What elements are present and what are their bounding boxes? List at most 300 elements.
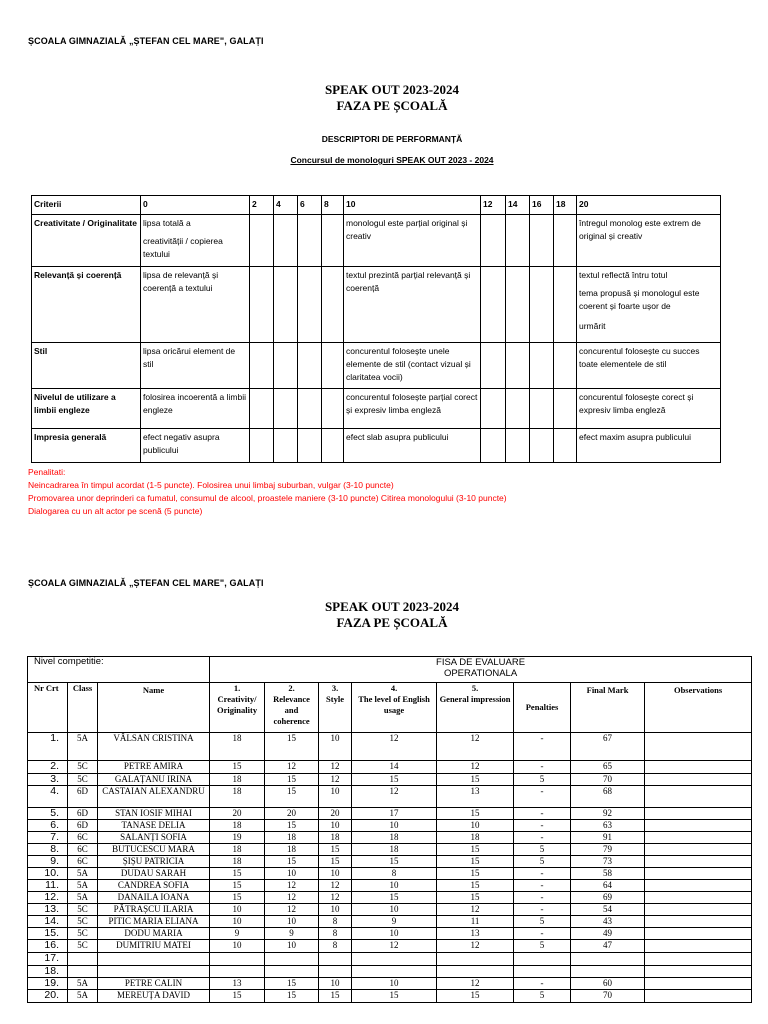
row-class (68, 966, 98, 978)
row-observations (645, 733, 752, 761)
row-relevance: 15 (265, 820, 319, 832)
row-number: 12. (28, 892, 68, 904)
row-english: 8 (352, 868, 437, 880)
row-creativity (210, 966, 265, 978)
row-penalties: 5 (514, 774, 571, 786)
row-impression: 12 (437, 904, 514, 916)
descriptor-row (32, 343, 721, 389)
row-creativity: 15 (210, 761, 265, 774)
row-observations (645, 904, 752, 916)
contest-title-text: Concursul de monologuri SPEAK OUT 2023 - 2024 (290, 155, 494, 165)
row-english: 10 (352, 880, 437, 892)
row-name: ȘIȘU PATRICIA (98, 856, 210, 868)
page-title (0, 82, 768, 114)
table-row (28, 868, 752, 880)
row-class: 6D (68, 820, 98, 832)
penalties-label: Penalitati: (28, 467, 66, 477)
row-class (68, 953, 98, 966)
row-creativity: 15 (210, 868, 265, 880)
row-name: PITIC MARIA ELIANA (98, 916, 210, 928)
row-observations (645, 856, 752, 868)
row-observations (645, 966, 752, 978)
header-score-18: 18 (554, 196, 577, 215)
row-impression (437, 953, 514, 966)
row-relevance: 20 (265, 808, 319, 820)
row-creativity: 18 (210, 733, 265, 761)
col-final-mark: Final Mark (571, 683, 645, 733)
row-style: 12 (319, 892, 352, 904)
descriptor-table (31, 195, 721, 463)
row-class: 5C (68, 928, 98, 940)
row-relevance (265, 953, 319, 966)
descriptor-score-20: concurentul folosește corect și expresiv limba engleză (577, 389, 721, 429)
header-score-6: 6 (298, 196, 322, 215)
row-class: 5C (68, 940, 98, 953)
row-penalties: - (514, 892, 571, 904)
descriptor-text: tema propusă și monologul este coerent și foarte ușor de (579, 288, 700, 311)
row-observations (645, 832, 752, 844)
row-creativity: 18 (210, 856, 265, 868)
row-relevance: 15 (265, 856, 319, 868)
table-row (28, 832, 752, 844)
row-final-mark: 69 (571, 892, 645, 904)
descriptor-score-10: monologul este parțial original și creativ (344, 215, 481, 267)
row-class: 5A (68, 892, 98, 904)
row-number: 8. (28, 844, 68, 856)
row-creativity: 15 (210, 880, 265, 892)
row-style: 18 (319, 832, 352, 844)
row-class: 6C (68, 856, 98, 868)
row-final-mark: 92 (571, 808, 645, 820)
row-english (352, 953, 437, 966)
row-observations (645, 953, 752, 966)
row-creativity: 10 (210, 904, 265, 916)
descriptor-score-0: lipsa oricărui element de stil (141, 343, 250, 389)
row-observations (645, 892, 752, 904)
row-name: SALANȚI SOFIA (98, 832, 210, 844)
row-style: 12 (319, 774, 352, 786)
row-number: 4. (28, 786, 68, 808)
descriptor-row (32, 389, 721, 429)
col-english (352, 683, 437, 733)
row-impression: 15 (437, 856, 514, 868)
row-penalties: - (514, 868, 571, 880)
criteria-style: Stil (32, 343, 141, 389)
row-relevance: 12 (265, 761, 319, 774)
penalties-line: Dialogarea cu un alt actor pe scenă (5 puncte) (28, 506, 203, 516)
row-english: 17 (352, 808, 437, 820)
row-observations (645, 844, 752, 856)
row-style: 12 (319, 880, 352, 892)
row-final-mark: 68 (571, 786, 645, 808)
row-style: 8 (319, 916, 352, 928)
row-relevance: 15 (265, 774, 319, 786)
row-english: 10 (352, 820, 437, 832)
row-relevance (265, 966, 319, 978)
penalties-block (28, 466, 507, 518)
row-name: CASTAIAN ALEXANDRU (98, 786, 210, 808)
row-class: 5C (68, 916, 98, 928)
row-impression: 13 (437, 928, 514, 940)
row-number: 13. (28, 904, 68, 916)
row-style: 15 (319, 844, 352, 856)
table-row (28, 940, 752, 953)
row-impression: 15 (437, 844, 514, 856)
row-name: DANAILA IOANA (98, 892, 210, 904)
row-final-mark: 58 (571, 868, 645, 880)
row-class: 5A (68, 733, 98, 761)
row-number: 1. (28, 733, 68, 761)
row-penalties: 5 (514, 916, 571, 928)
row-relevance: 10 (265, 868, 319, 880)
row-english: 12 (352, 733, 437, 761)
row-class: 6C (68, 832, 98, 844)
row-english (352, 966, 437, 978)
col-name: Name (98, 683, 210, 733)
row-final-mark: 65 (571, 761, 645, 774)
evaluation-table (27, 656, 752, 1003)
header-score-14: 14 (506, 196, 530, 215)
col-creativity (210, 683, 265, 733)
row-final-mark: 60 (571, 978, 645, 990)
table-row (28, 916, 752, 928)
row-final-mark: 64 (571, 880, 645, 892)
row-style: 15 (319, 990, 352, 1003)
row-relevance: 18 (265, 844, 319, 856)
row-creativity: 18 (210, 774, 265, 786)
row-class: 5C (68, 761, 98, 774)
col-relevance (265, 683, 319, 733)
header-score-12: 12 (481, 196, 506, 215)
row-penalties: - (514, 832, 571, 844)
row-style: 12 (319, 761, 352, 774)
row-observations (645, 786, 752, 808)
row-number: 11. (28, 880, 68, 892)
descriptor-score-10: textul prezintă parțial relevanță și coerență (344, 267, 481, 343)
row-style: 15 (319, 856, 352, 868)
criteria-english: Nivelul de utilizare a limbii engleze (32, 389, 141, 429)
descriptor-row (32, 267, 721, 343)
row-observations (645, 990, 752, 1003)
table-row (28, 978, 752, 990)
col-label: The level of English usage (358, 694, 430, 715)
table-row (28, 904, 752, 916)
row-relevance: 12 (265, 904, 319, 916)
row-style: 10 (319, 820, 352, 832)
fisa-line-2: OPERATIONALA (443, 668, 518, 679)
row-number: 17. (28, 953, 68, 966)
row-impression: 18 (437, 832, 514, 844)
row-style: 20 (319, 808, 352, 820)
row-style: 10 (319, 868, 352, 880)
descriptor-score-0 (141, 215, 250, 267)
col-number: 5. (471, 683, 479, 693)
title-line-1: SPEAK OUT 2023-2024 (324, 82, 460, 97)
penalties-line: Promovarea unor deprinderi ca fumatul, consumul de alcool, proastele maniere (3-10 puncte) Citirea monologului (3-10 puncte) (28, 493, 507, 503)
row-creativity: 18 (210, 820, 265, 832)
descriptor-score-0: lipsa de relevanță și coerență a textului (141, 267, 250, 343)
row-relevance: 12 (265, 892, 319, 904)
row-impression: 15 (437, 990, 514, 1003)
row-impression: 13 (437, 786, 514, 808)
row-english: 12 (352, 786, 437, 808)
table-row (28, 953, 752, 966)
col-style (319, 683, 352, 733)
row-class: 6D (68, 808, 98, 820)
row-english: 15 (352, 892, 437, 904)
row-final-mark: 73 (571, 856, 645, 868)
row-creativity: 9 (210, 928, 265, 940)
row-final-mark: 49 (571, 928, 645, 940)
row-observations (645, 808, 752, 820)
row-creativity: 10 (210, 940, 265, 953)
col-observations: Observations (645, 683, 752, 733)
row-impression: 15 (437, 808, 514, 820)
row-name: STAN IOSIF MIHAI (98, 808, 210, 820)
row-final-mark: 63 (571, 820, 645, 832)
row-impression: 12 (437, 761, 514, 774)
title-line-2: FAZA PE ȘCOALĂ (336, 98, 448, 113)
header-score-4: 4 (274, 196, 298, 215)
row-number: 19. (28, 978, 68, 990)
descriptor-score-20: întregul monolog este extrem de original și creativ (577, 215, 721, 267)
row-class: 5A (68, 868, 98, 880)
row-style: 10 (319, 733, 352, 761)
row-style: 8 (319, 928, 352, 940)
col-label: General impression (439, 694, 511, 704)
row-observations (645, 880, 752, 892)
row-name (98, 953, 210, 966)
col-impression (437, 683, 514, 733)
row-relevance: 10 (265, 940, 319, 953)
table-row (28, 844, 752, 856)
row-style: 8 (319, 940, 352, 953)
table-row (28, 786, 752, 808)
row-observations (645, 774, 752, 786)
row-style: 10 (319, 786, 352, 808)
row-number: 16. (28, 940, 68, 953)
col-number: 2. (288, 683, 295, 693)
row-final-mark (571, 966, 645, 978)
row-class: 5A (68, 990, 98, 1003)
row-creativity (210, 953, 265, 966)
row-penalties: - (514, 904, 571, 916)
row-penalties: - (514, 733, 571, 761)
row-number: 3. (28, 774, 68, 786)
row-impression: 11 (437, 916, 514, 928)
row-english: 15 (352, 774, 437, 786)
row-number: 7. (28, 832, 68, 844)
row-observations (645, 761, 752, 774)
row-penalties: 5 (514, 940, 571, 953)
descriptor-score-10: concurentul folosește unele elemente de stil (contact vizual și claritatea vocii) (344, 343, 481, 389)
descriptor-row (32, 429, 721, 463)
row-english: 10 (352, 978, 437, 990)
col-class: Class (68, 683, 98, 733)
header-score-16: 16 (530, 196, 554, 215)
row-relevance: 15 (265, 733, 319, 761)
row-name: PETRE CALIN (98, 978, 210, 990)
row-observations (645, 940, 752, 953)
row-name: DUDAU SARAH (98, 868, 210, 880)
header-score-8: 8 (322, 196, 344, 215)
row-name: CANDREA SOFIA (98, 880, 210, 892)
row-style: 10 (319, 904, 352, 916)
row-observations (645, 916, 752, 928)
row-number: 6. (28, 820, 68, 832)
row-final-mark: 79 (571, 844, 645, 856)
col-number: 3. (331, 683, 339, 693)
row-number: 5. (28, 808, 68, 820)
row-creativity: 18 (210, 786, 265, 808)
row-penalties: 5 (514, 844, 571, 856)
row-name: PETRE AMIRA (98, 761, 210, 774)
criteria-impression: Impresia generală (32, 429, 141, 463)
row-class: 5A (68, 978, 98, 990)
row-class: 5C (68, 774, 98, 786)
nivel-competitie: Nivel competitie: (28, 657, 210, 683)
row-relevance: 10 (265, 916, 319, 928)
row-relevance: 15 (265, 786, 319, 808)
row-english: 9 (352, 916, 437, 928)
table-row (28, 733, 752, 761)
row-impression: 10 (437, 820, 514, 832)
row-impression: 15 (437, 880, 514, 892)
header-criterii: Criterii (32, 196, 141, 215)
fisa-line-1: FISA DE EVALUARE (436, 657, 526, 668)
descriptor-score-10: concurentul folosește parțial corect și expresiv limba engleză (344, 389, 481, 429)
row-penalties: - (514, 820, 571, 832)
row-name: TANASE DELIA (98, 820, 210, 832)
table-row (28, 966, 752, 978)
table-row (28, 774, 752, 786)
row-impression: 15 (437, 774, 514, 786)
table-row (28, 880, 752, 892)
row-name: VÂLSAN CRISTINA (98, 733, 210, 761)
row-number: 18. (28, 966, 68, 978)
row-final-mark: 70 (571, 774, 645, 786)
row-relevance: 12 (265, 880, 319, 892)
row-observations (645, 978, 752, 990)
row-final-mark: 91 (571, 832, 645, 844)
row-creativity: 13 (210, 978, 265, 990)
row-observations (645, 820, 752, 832)
row-relevance: 15 (265, 978, 319, 990)
row-creativity: 18 (210, 844, 265, 856)
row-penalties: 5 (514, 856, 571, 868)
table-row (28, 808, 752, 820)
row-relevance: 15 (265, 990, 319, 1003)
header-score-20: 20 (577, 196, 721, 215)
row-impression: 12 (437, 940, 514, 953)
row-number: 15. (28, 928, 68, 940)
row-name: DODU MARIA (98, 928, 210, 940)
row-name: DUMITRIU MATEI (98, 940, 210, 953)
row-impression: 15 (437, 868, 514, 880)
descriptor-text: textul reflectă întru totul (579, 270, 668, 280)
row-creativity: 19 (210, 832, 265, 844)
row-name: PĂTRAȘCU ILARIA (98, 904, 210, 916)
header-score-10: 10 (344, 196, 481, 215)
row-number: 10. (28, 868, 68, 880)
row-observations (645, 868, 752, 880)
evaluation-rows (28, 733, 752, 1003)
row-number: 14. (28, 916, 68, 928)
row-name: BUTUCESCU MARA (98, 844, 210, 856)
table-row (28, 990, 752, 1003)
row-number: 2. (28, 761, 68, 774)
row-english: 15 (352, 856, 437, 868)
row-penalties: - (514, 761, 571, 774)
table-row (28, 928, 752, 940)
row-relevance: 18 (265, 832, 319, 844)
row-creativity: 20 (210, 808, 265, 820)
descriptor-score-20 (577, 267, 721, 343)
row-english: 10 (352, 904, 437, 916)
col-penalties: Penalties (514, 683, 571, 733)
descriptor-text: urmărit (579, 321, 606, 331)
row-english: 10 (352, 928, 437, 940)
descriptor-heading: DESCRIPTORI DE PERFORMANȚĂ (321, 134, 463, 144)
descriptor-score-10: efect slab asupra publicului (344, 429, 481, 463)
row-final-mark: 54 (571, 904, 645, 916)
row-creativity: 15 (210, 990, 265, 1003)
row-style (319, 953, 352, 966)
descriptor-text: lipsa totală a (143, 218, 191, 228)
descriptor-header-row (32, 196, 721, 215)
descriptor-text: creativității / copierea textului (143, 236, 223, 259)
row-class: 6D (68, 786, 98, 808)
row-observations (645, 928, 752, 940)
row-final-mark: 67 (571, 733, 645, 761)
row-penalties: - (514, 880, 571, 892)
criteria-creativity: Creativitate / Originalitate (32, 215, 141, 267)
row-penalties: - (514, 978, 571, 990)
table-row (28, 856, 752, 868)
descriptor-score-0: efect negativ asupra publicului (141, 429, 250, 463)
row-class: 6C (68, 844, 98, 856)
descriptor-score-0: folosirea incoerentă a limbii engleze (141, 389, 250, 429)
row-name: GALAȚANU IRINA (98, 774, 210, 786)
row-final-mark: 70 (571, 990, 645, 1003)
row-impression (437, 966, 514, 978)
descriptor-score-20: efect maxim asupra publicului (577, 429, 721, 463)
contest-title (0, 155, 768, 165)
descriptor-row (32, 215, 721, 267)
col-nr-crt: Nr Crt (28, 683, 68, 733)
row-style (319, 966, 352, 978)
header-score-2: 2 (250, 196, 274, 215)
row-style: 10 (319, 978, 352, 990)
row-creativity: 10 (210, 916, 265, 928)
row-final-mark: 47 (571, 940, 645, 953)
col-label: Style (326, 694, 344, 704)
table-row (28, 820, 752, 832)
title-line-1: SPEAK OUT 2023-2024 (324, 599, 460, 614)
row-penalties (514, 966, 571, 978)
row-penalties (514, 953, 571, 966)
row-class: 5C (68, 904, 98, 916)
title-line-2: FAZA PE ȘCOALĂ (336, 615, 448, 630)
row-name (98, 966, 210, 978)
row-number: 9. (28, 856, 68, 868)
row-english: 18 (352, 832, 437, 844)
page-title-2 (0, 599, 768, 631)
header-score-0: 0 (141, 196, 250, 215)
row-class: 5A (68, 880, 98, 892)
row-penalties: - (514, 928, 571, 940)
row-english: 15 (352, 990, 437, 1003)
